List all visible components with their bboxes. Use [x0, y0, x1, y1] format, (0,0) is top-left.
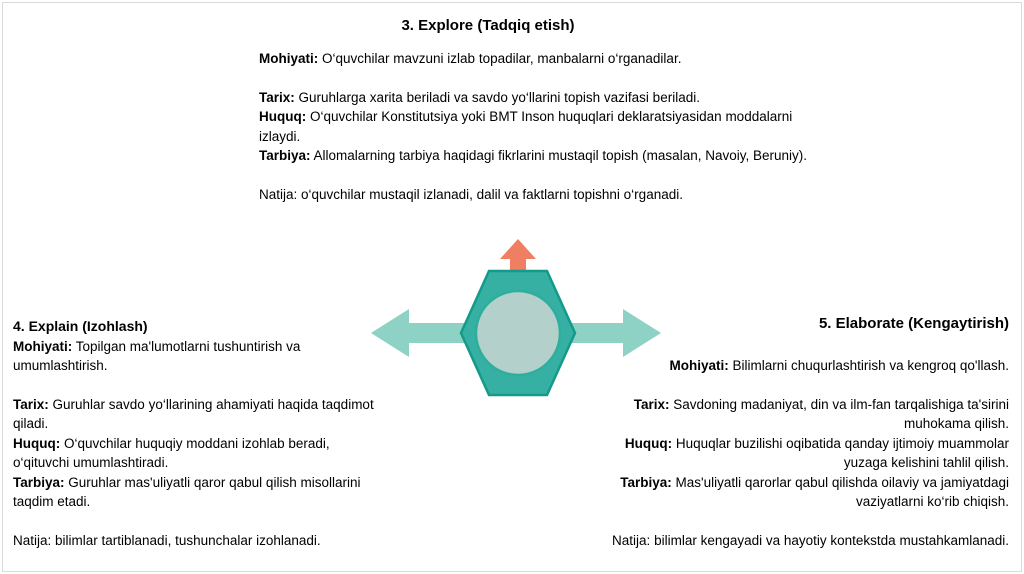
paragraph [603, 434, 1009, 473]
paragraph-label: Mohiyati: [259, 51, 319, 66]
paragraph-text: Guruhlar mas'uliyatli qaror qabul qilish misollarini taqdim etadi. [13, 474, 361, 509]
paragraph-text: O‘quvchilar mavzuni izlab topadilar, manbalarni o‘rganadilar. [318, 51, 682, 66]
paragraph [259, 107, 825, 146]
paragraph-text: Natija: bilimlar tartiblanadi, tushunchalar izohlanadi. [13, 532, 321, 548]
paragraph-text: Bilimlarni chuqurlashtirish va kengroq qo'llash. [728, 358, 1009, 373]
paragraph-text: O‘quvchilar huquqiy moddani izohlab beradi, o‘qituvchi umumlashtiradi. [13, 435, 330, 470]
paragraph [259, 88, 825, 108]
paragraph-text: Savdoning madaniyat, din va ilm-fan tarqalishiga ta'sirini muhokama qilish. [669, 396, 1009, 431]
elaborate-title: 5. Elaborate (Kengaytirish) [818, 315, 1009, 332]
paragraph-label: Mohiyati: [669, 358, 729, 373]
paragraph [13, 434, 385, 473]
center-circle [476, 291, 560, 375]
paragraph-label: Huquq: [259, 109, 307, 124]
paragraph [259, 185, 825, 205]
paragraph-text: Natija: bilimlar kengayadi va hayotiy kontekstda mustahkamlanadi. [612, 532, 1009, 548]
paragraph-text: Huquqlar buzilishi oqibatida qanday ijtimoiy muammolar yuzaga kelishini tahlil qilish. [672, 435, 1009, 470]
paragraph [13, 337, 385, 376]
paragraph-label: Tarbiya: [13, 474, 65, 490]
paragraph [259, 49, 825, 69]
paragraph [13, 395, 385, 434]
paragraph [259, 146, 825, 166]
slide [2, 2, 1022, 572]
paragraph-label: Tarix: [13, 396, 49, 412]
paragraph-text: Guruhlarga xarita beriladi va savdo yo‘llarini topish vazifasi beriladi. [294, 89, 700, 105]
paragraph [13, 531, 385, 551]
elaborate-block [603, 314, 1009, 550]
paragraph [603, 473, 1009, 512]
paragraph-label: Mohiyati: [13, 338, 73, 354]
paragraph-text: Allomalarning tarbiya haqidagi fikrlarini mustaqil topish (masalan, Navoiy, Beruniy). [310, 148, 807, 163]
paragraph-text: Mas'uliyatli qarorlar qabul qilishda oilaviy va jamiyatdagi vaziyatlarni ko‘rib chiqish. [671, 474, 1009, 509]
paragraph-label: Tarix: [259, 89, 295, 105]
paragraph [13, 473, 385, 512]
paragraph [603, 356, 1009, 376]
paragraph-text: Topilgan ma'lumotlarni tushuntirish va umumlashtirish. [13, 338, 301, 373]
paragraph-label: Tarix: [633, 396, 670, 412]
paragraph [603, 395, 1009, 434]
paragraph-text: Guruhlar savdo yo‘llarining ahamiyati haqida taqdimot qiladi. [13, 396, 374, 431]
paragraph-label: Huquq: [13, 435, 61, 451]
explain-block [13, 317, 385, 550]
explore-title: 3. Explore (Tadqiq etish) [401, 17, 575, 34]
paragraph-label: Tarbiya: [259, 148, 311, 163]
explore-block [259, 49, 825, 204]
paragraph [603, 531, 1009, 551]
paragraph-text: Natija: o‘quvchilar mustaqil izlanadi, dalil va faktlarni topishni o‘rganadi. [259, 186, 683, 202]
explain-title: 4. Explain (Izohlash) [13, 318, 148, 334]
paragraph-text: O‘quvchilar Konstitutsiya yoki BMT Inson huquqlari deklaratsiyasidan moddalarni izlaydi. [259, 109, 793, 144]
paragraph-label: Tarbiya: [620, 474, 672, 490]
paragraph-label: Huquq: [624, 435, 673, 451]
